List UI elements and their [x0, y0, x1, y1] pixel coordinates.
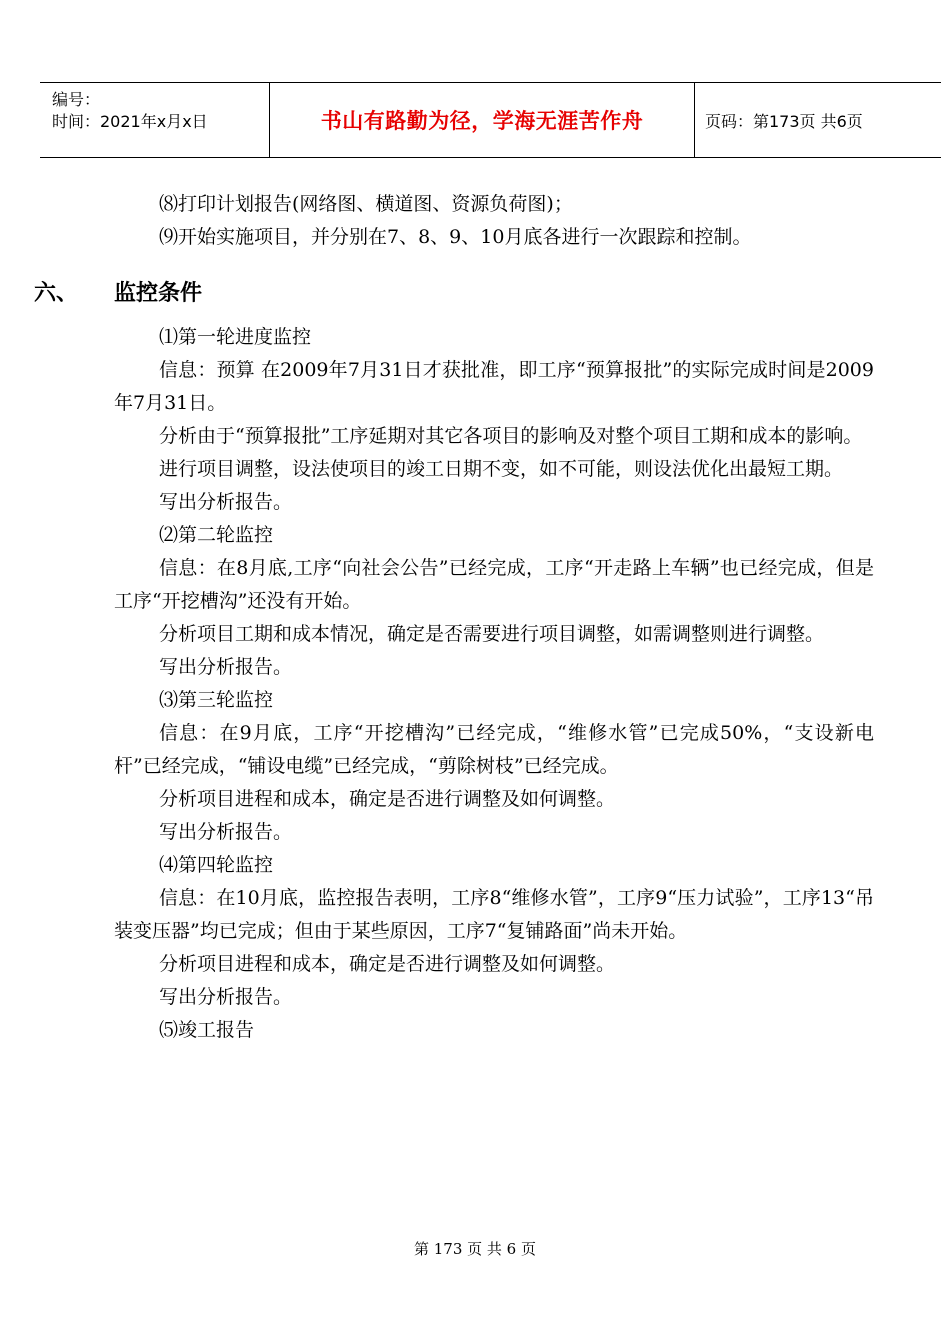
paragraph: ⑸竣工报告: [159, 1019, 255, 1041]
paragraph: 写出分析报告。: [159, 986, 293, 1008]
section-heading: [34, 276, 202, 307]
paragraph: 分析项目进程和成本，确定是否进行调整及如何调整。: [159, 953, 616, 975]
paragraph: 分析项目工期和成本情况，确定是否需要进行项目调整，如需调整则进行调整。: [159, 623, 825, 645]
paragraph: 写出分析报告。: [159, 656, 293, 678]
section-number: 六、: [34, 281, 79, 306]
paragraph: 进行项目调整，设法使项目的竣工日期不变，如不可能，则设法优化出最短工期。: [159, 458, 844, 480]
paragraph: ⑷第四轮监控: [159, 854, 274, 876]
section-title: 监控条件: [114, 281, 203, 306]
body-pre: [114, 188, 874, 254]
header-meta: [40, 83, 270, 157]
doc-time-label: 时间：2021年x月x日: [52, 112, 208, 131]
paragraph: 分析由于“预算报批”工序延期对其它各项目的影响及对整个项目工期和成本的影响。: [159, 425, 863, 447]
paragraph: 分析项目进程和成本，确定是否进行调整及如何调整。: [159, 788, 616, 810]
paragraph: 写出分析报告。: [159, 491, 293, 513]
paragraph: 信息：在8月底,工序“向社会公告”已经完成，工序“开走路上车辆”也已经完成，但是工序“开挖槽沟”还没有开始。: [114, 557, 874, 612]
page-footer: 第 173 页 共 6 页: [413, 1240, 536, 1258]
header-motto: 书山有路勤为径，学海无涯苦作舟: [270, 83, 695, 157]
paragraph: ⑶第三轮监控: [159, 689, 274, 711]
page-header: [40, 82, 941, 158]
list-item: ⑻打印计划报告(网络图、横道图、资源负荷图)；: [159, 193, 573, 215]
doc-number-label: 编号：: [52, 90, 101, 109]
header-page-info: 页码：第173页 共6页: [705, 111, 863, 131]
paragraph: 信息：预算 在2009年7月31日才获批准，即工序“预算报批”的实际完成时间是2009年7月31日。: [114, 359, 874, 414]
paragraph: ⑴第一轮进度监控: [159, 326, 312, 348]
paragraph: 信息：在9月底，工序“开挖槽沟”已经完成，“维修水管”已完成50%，“支设新电杆”已经完成，“铺设电缆”已经完成，“剪除树枝”已经完成。: [114, 722, 874, 777]
paragraph: 信息：在10月底，监控报告表明，工序8“维修水管”，工序9“压力试验”，工序13“吊装变压器”均已完成；但由于某些原因，工序7“复铺路面”尚未开始。: [114, 887, 874, 942]
list-item: ⑼开始实施项目，并分别在7、8、9、10月底各进行一次跟踪和控制。: [159, 226, 752, 248]
paragraph: ⑵第二轮监控: [159, 524, 274, 546]
paragraph: 写出分析报告。: [159, 821, 293, 843]
body-main: [114, 321, 874, 1047]
